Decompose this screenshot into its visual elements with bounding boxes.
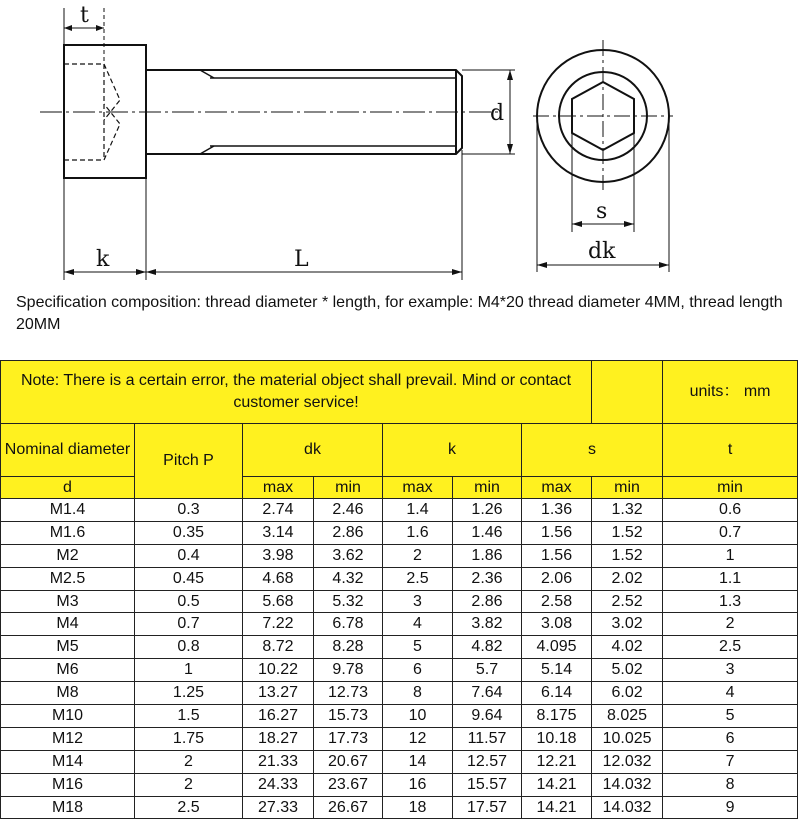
subheader-k-max: max <box>383 477 453 499</box>
cell-nominal: M12 <box>1 727 135 750</box>
subheader-s-min: min <box>592 477 663 499</box>
dim-label-d: d <box>490 101 505 126</box>
cell-dk-max: 5.68 <box>243 590 314 613</box>
table-row <box>1 521 798 544</box>
cell-s-max: 1.36 <box>522 499 592 522</box>
table-row <box>1 636 798 659</box>
table-row <box>1 773 798 796</box>
cell-dk-min: 4.32 <box>314 567 383 590</box>
cell-k-min: 3.82 <box>453 613 522 636</box>
cell-dk-max: 13.27 <box>243 682 314 705</box>
cell-k-min: 17.57 <box>453 796 522 819</box>
table-body <box>1 361 798 819</box>
cell-s-min: 6.02 <box>592 682 663 705</box>
cell-pitch: 2 <box>135 750 243 773</box>
cell-pitch: 2.5 <box>135 796 243 819</box>
cell-pitch: 1.75 <box>135 727 243 750</box>
cell-nominal: M2.5 <box>1 567 135 590</box>
cell-s-max: 5.14 <box>522 659 592 682</box>
cell-s-max: 1.56 <box>522 521 592 544</box>
cell-dk-max: 3.14 <box>243 521 314 544</box>
cell-pitch: 0.45 <box>135 567 243 590</box>
spec-table <box>0 360 798 819</box>
cell-k-min: 1.86 <box>453 544 522 567</box>
cell-dk-min: 17.73 <box>314 727 383 750</box>
cell-pitch: 0.5 <box>135 590 243 613</box>
cell-s-min: 1.32 <box>592 499 663 522</box>
subheader-k-min: min <box>453 477 522 499</box>
note-row <box>1 361 798 424</box>
cell-k-min: 9.64 <box>453 705 522 728</box>
header-t: t <box>663 424 798 477</box>
cell-dk-min: 23.67 <box>314 773 383 796</box>
cell-k-max: 8 <box>383 682 453 705</box>
cell-pitch: 0.7 <box>135 613 243 636</box>
cell-nominal: M6 <box>1 659 135 682</box>
cell-nominal: M5 <box>1 636 135 659</box>
cell-nominal: M1.6 <box>1 521 135 544</box>
subheader-d: d <box>1 477 135 499</box>
cell-pitch: 0.8 <box>135 636 243 659</box>
specification-text: Specification composition: thread diameter * length, for example: M4*20 thread diameter 4MM, thread length 20MM <box>16 294 783 333</box>
cell-dk-min: 5.32 <box>314 590 383 613</box>
cell-k-max: 4 <box>383 613 453 636</box>
cell-pitch: 0.35 <box>135 521 243 544</box>
table-row <box>1 544 798 567</box>
cell-s-max: 2.06 <box>522 567 592 590</box>
cell-nominal: M18 <box>1 796 135 819</box>
cell-s-max: 10.18 <box>522 727 592 750</box>
cell-nominal: M14 <box>1 750 135 773</box>
cell-k-max: 1.4 <box>383 499 453 522</box>
cell-dk-max: 16.27 <box>243 705 314 728</box>
cell-dk-min: 2.46 <box>314 499 383 522</box>
cell-k-min: 1.46 <box>453 521 522 544</box>
cell-t-min: 9 <box>663 796 798 819</box>
cell-k-max: 6 <box>383 659 453 682</box>
cell-k-min: 2.86 <box>453 590 522 613</box>
cell-k-max: 1.6 <box>383 521 453 544</box>
table-row <box>1 682 798 705</box>
cell-s-min: 3.02 <box>592 613 663 636</box>
table-row <box>1 727 798 750</box>
header-s: s <box>522 424 663 477</box>
cell-dk-min: 6.78 <box>314 613 383 636</box>
cell-dk-max: 7.22 <box>243 613 314 636</box>
side-view <box>40 8 515 280</box>
table-row <box>1 499 798 522</box>
cell-dk-min: 26.67 <box>314 796 383 819</box>
cell-t-min: 2 <box>663 613 798 636</box>
cell-t-min: 7 <box>663 750 798 773</box>
cell-s-min: 2.52 <box>592 590 663 613</box>
cell-t-min: 5 <box>663 705 798 728</box>
cell-dk-max: 27.33 <box>243 796 314 819</box>
header-pitch: Pitch P <box>135 424 243 499</box>
subheader-row <box>1 477 798 499</box>
cell-t-min: 1.1 <box>663 567 798 590</box>
cell-dk-min: 20.67 <box>314 750 383 773</box>
subheader-t-min: min <box>663 477 798 499</box>
cell-t-min: 6 <box>663 727 798 750</box>
note-spacer-cell <box>592 361 663 424</box>
cell-k-max: 10 <box>383 705 453 728</box>
cell-pitch: 1.5 <box>135 705 243 728</box>
table-row <box>1 659 798 682</box>
cell-t-min: 3 <box>663 659 798 682</box>
cell-t-min: 0.6 <box>663 499 798 522</box>
table-row <box>1 796 798 819</box>
cell-k-min: 1.26 <box>453 499 522 522</box>
table-row <box>1 613 798 636</box>
cell-s-min: 1.52 <box>592 544 663 567</box>
cell-s-max: 8.175 <box>522 705 592 728</box>
dim-label-dk: dk <box>588 239 616 264</box>
cell-nominal: M10 <box>1 705 135 728</box>
header-k: k <box>383 424 522 477</box>
cell-t-min: 2.5 <box>663 636 798 659</box>
cell-s-min: 2.02 <box>592 567 663 590</box>
cell-nominal: M16 <box>1 773 135 796</box>
header-row <box>1 424 798 477</box>
cell-dk-min: 2.86 <box>314 521 383 544</box>
cell-s-min: 12.032 <box>592 750 663 773</box>
cell-s-max: 1.56 <box>522 544 592 567</box>
cell-dk-min: 8.28 <box>314 636 383 659</box>
cell-pitch: 1.25 <box>135 682 243 705</box>
cell-s-max: 12.21 <box>522 750 592 773</box>
cell-dk-max: 21.33 <box>243 750 314 773</box>
cell-dk-max: 18.27 <box>243 727 314 750</box>
cell-t-min: 4 <box>663 682 798 705</box>
cell-dk-max: 10.22 <box>243 659 314 682</box>
cell-nominal: M3 <box>1 590 135 613</box>
cell-k-min: 2.36 <box>453 567 522 590</box>
cell-k-max: 16 <box>383 773 453 796</box>
cell-s-min: 8.025 <box>592 705 663 728</box>
cell-dk-max: 8.72 <box>243 636 314 659</box>
cell-dk-max: 24.33 <box>243 773 314 796</box>
cell-dk-min: 12.73 <box>314 682 383 705</box>
cell-nominal: M2 <box>1 544 135 567</box>
cell-s-max: 3.08 <box>522 613 592 636</box>
cell-pitch: 0.4 <box>135 544 243 567</box>
cell-t-min: 1 <box>663 544 798 567</box>
cell-k-max: 3 <box>383 590 453 613</box>
cell-k-min: 4.82 <box>453 636 522 659</box>
table-row <box>1 750 798 773</box>
cell-s-min: 14.032 <box>592 796 663 819</box>
cell-k-min: 7.64 <box>453 682 522 705</box>
cell-s-max: 4.095 <box>522 636 592 659</box>
cell-k-max: 2 <box>383 544 453 567</box>
cell-k-max: 12 <box>383 727 453 750</box>
cell-s-max: 14.21 <box>522 773 592 796</box>
note-cell: Note: There is a certain error, the material object shall prevail. Mind or contact customer service! <box>1 361 592 424</box>
cell-k-max: 14 <box>383 750 453 773</box>
dim-label-s: s <box>596 199 608 224</box>
cell-nominal: M8 <box>1 682 135 705</box>
cell-dk-min: 15.73 <box>314 705 383 728</box>
cell-s-max: 14.21 <box>522 796 592 819</box>
dim-label-k: k <box>96 247 110 272</box>
header-nominal-diameter: Nominal diameter <box>1 424 135 477</box>
dim-label-t: t <box>80 3 89 28</box>
table-row <box>1 567 798 590</box>
cell-s-min: 4.02 <box>592 636 663 659</box>
table-row <box>1 590 798 613</box>
screw-technical-drawing <box>0 0 800 285</box>
cell-k-min: 12.57 <box>453 750 522 773</box>
cell-t-min: 1.3 <box>663 590 798 613</box>
cell-nominal: M1.4 <box>1 499 135 522</box>
subheader-dk-min: min <box>314 477 383 499</box>
cell-k-max: 5 <box>383 636 453 659</box>
cell-s-max: 6.14 <box>522 682 592 705</box>
cell-t-min: 8 <box>663 773 798 796</box>
cell-pitch: 1 <box>135 659 243 682</box>
cell-k-min: 5.7 <box>453 659 522 682</box>
cell-t-min: 0.7 <box>663 521 798 544</box>
cell-k-max: 18 <box>383 796 453 819</box>
cell-s-min: 14.032 <box>592 773 663 796</box>
cell-dk-min: 3.62 <box>314 544 383 567</box>
end-view <box>533 40 673 272</box>
cell-pitch: 0.3 <box>135 499 243 522</box>
cell-s-min: 5.02 <box>592 659 663 682</box>
cell-k-min: 11.57 <box>453 727 522 750</box>
subheader-dk-max: max <box>243 477 314 499</box>
header-dk: dk <box>243 424 383 477</box>
cell-k-max: 2.5 <box>383 567 453 590</box>
cell-nominal: M4 <box>1 613 135 636</box>
cell-dk-max: 4.68 <box>243 567 314 590</box>
table-row <box>1 705 798 728</box>
cell-dk-max: 3.98 <box>243 544 314 567</box>
subheader-s-max: max <box>522 477 592 499</box>
cell-dk-min: 9.78 <box>314 659 383 682</box>
cell-k-min: 15.57 <box>453 773 522 796</box>
cell-dk-max: 2.74 <box>243 499 314 522</box>
cell-s-min: 1.52 <box>592 521 663 544</box>
cell-pitch: 2 <box>135 773 243 796</box>
units-cell: units： mm <box>663 361 798 424</box>
dim-label-L: L <box>294 247 309 272</box>
cell-s-max: 2.58 <box>522 590 592 613</box>
cell-s-min: 10.025 <box>592 727 663 750</box>
